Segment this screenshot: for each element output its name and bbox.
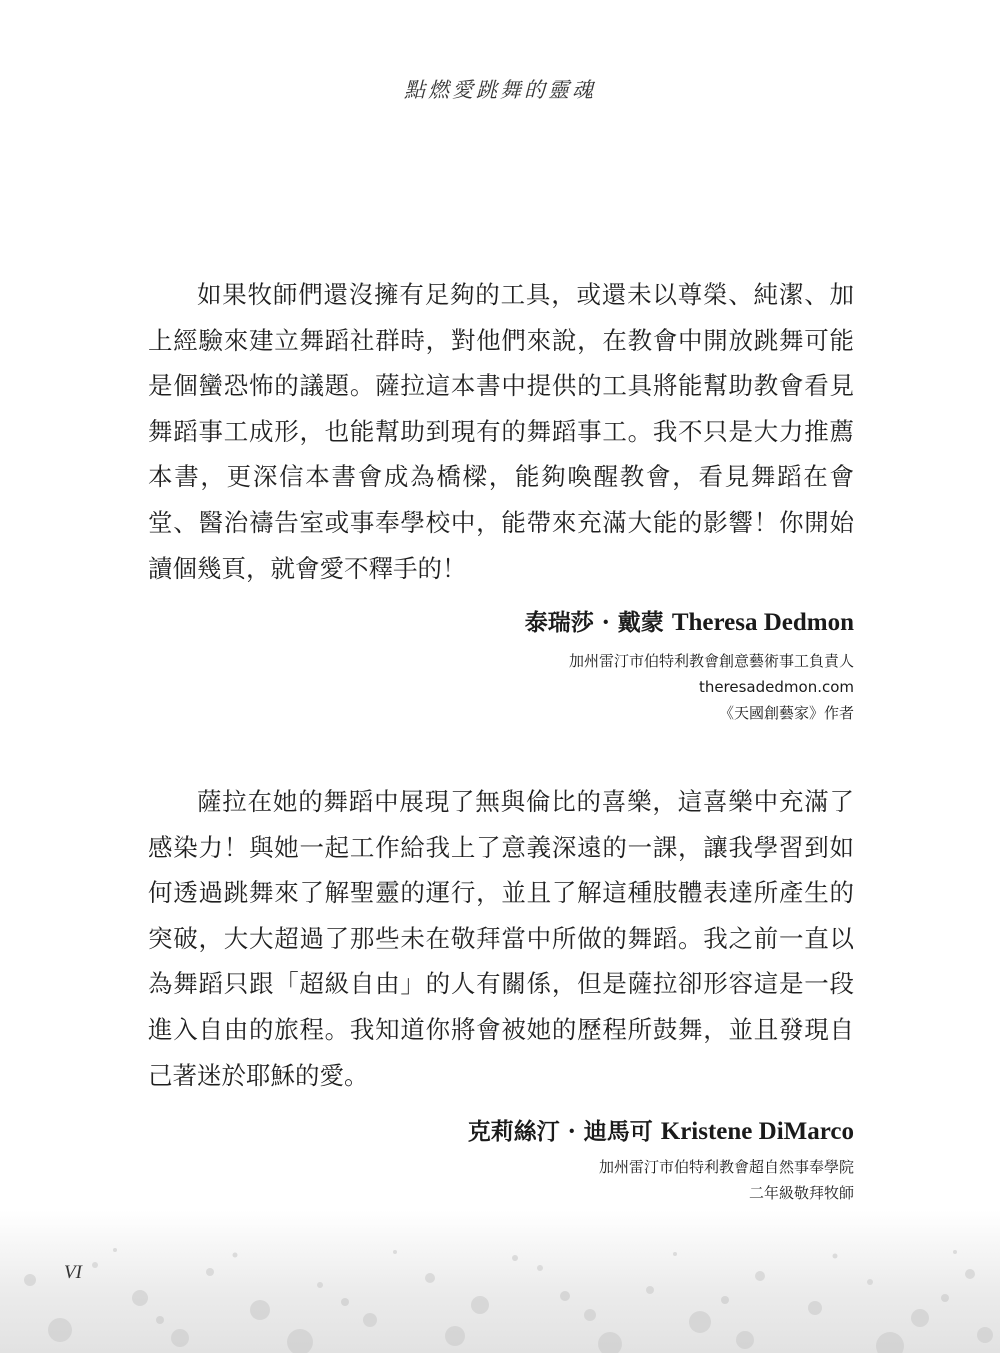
author-role: 加州雷汀市伯特利教會超自然事奉學院	[598, 1158, 854, 1176]
endorsement-author-2	[468, 1113, 854, 1146]
endorsement-paragraph-2: 薩拉在她的舞蹈中展現了無與倫比的喜樂，這喜樂中充滿了感染力！與她一起工作給我上了意義深遠的一課，讓我學習到如何透過跳舞來了解聖靈的運行，並且了解這種肢體表達所產生的突破，大大超過了那些未在敬拜當中所做的舞蹈。我之前一直以為舞蹈只跟「超級自由」的人有關係，但是薩拉卻形容這是一段進入自由的旅程。我知道你將會被她的歷程所鼓舞，並且發現自己著迷於耶穌的愛。	[148, 787, 854, 1090]
endorsement-author-2-details	[599, 1154, 854, 1206]
author-name-zh: 克莉絲汀 · 迪馬可	[467, 1118, 653, 1145]
author-title: 二年級敬拜牧師	[748, 1184, 854, 1202]
footer-texture-decoration	[0, 1210, 1000, 1353]
author-name-zh: 泰瑞莎 · 戴蒙	[524, 609, 664, 636]
author-name-en: Theresa Dedmon	[671, 609, 854, 636]
endorsement-paragraph-1: 如果牧師們還沒擁有足夠的工具，或還未以尊榮、純潔、加上經驗來建立舞蹈社群時，對他們來說，在教會中開放跳舞可能是個蠻恐怖的議題。薩拉這本書中提供的工具將能幫助教會看見舞蹈事工成形，也能幫助到現有的舞蹈事工。我不只是大力推薦本書，更深信本書會成為橋樑，能夠喚醒教會，看見舞蹈在會堂、醫治禱告室或事奉學校中，能帶來充滿大能的影響！你開始讀個幾頁，就會愛不釋手的！	[148, 280, 854, 583]
running-header-title: 點燃愛跳舞的靈魂	[404, 78, 596, 102]
endorsement-author-1-details	[569, 648, 854, 726]
author-role: 加州雷汀市伯特利教會創意藝術事工負責人	[568, 652, 854, 670]
splatter-texture	[0, 1210, 1000, 1353]
author-book: 《天國創藝家》作者	[718, 704, 854, 722]
author-website: theresadedmon.com	[698, 678, 854, 696]
author-name-en: Kristene DiMarco	[660, 1118, 854, 1145]
endorsement-author-1	[525, 604, 854, 637]
page-number: VI	[64, 1262, 82, 1283]
